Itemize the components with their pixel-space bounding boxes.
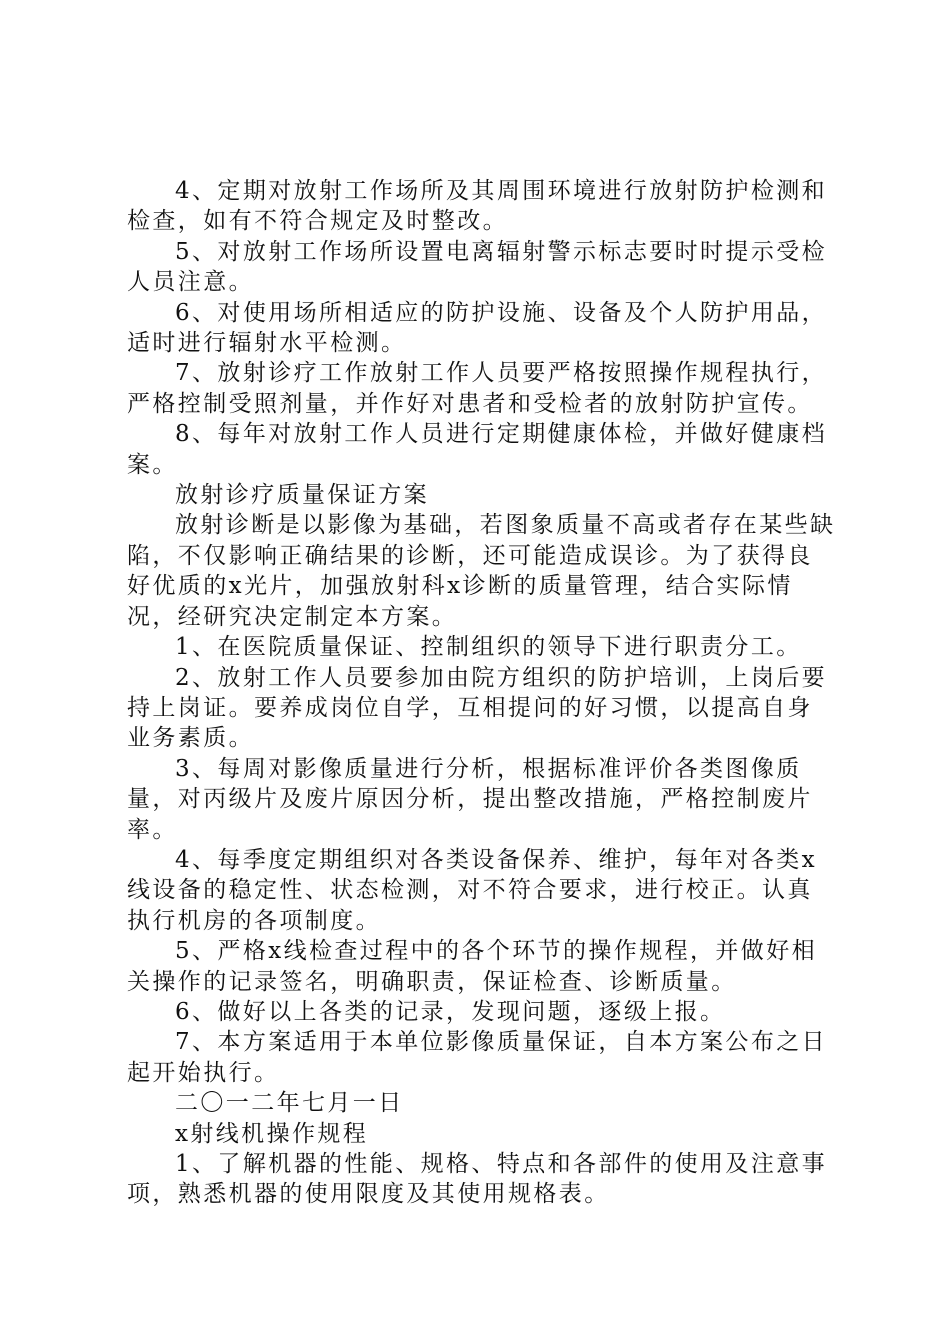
paragraph-qa-item-4: 4、每季度定期组织对各类设备保养、维护，每年对各类x线设备的稳定性、状态检测，对不符合要求，进行校正。认真执行机房的各项制度。	[127, 846, 818, 934]
paragraph-quality-intro: 放射诊断是以影像为基础，若图象质量不高或者存在某些缺陷，不仅影响正确结果的诊断，还可能造成误诊。为了获得良好优质的x光片，加强放射科x诊断的质量管理，结合实际情况，经研究决定制定本方案。	[127, 512, 836, 630]
paragraph-item-4-inspection: 4、定期对放射工作场所及其周围环境进行放射防护检测和检查，如有不符合规定及时整改。	[127, 178, 828, 235]
paragraph-qa-item-2: 2、放射工作人员要参加由院方组织的防护培训，上岗后要持上岗证。要养成岗位自学，互相提问的好习惯，以提高自身业务素质。	[127, 664, 828, 752]
paragraph-xray-item-1: 1、了解机器的性能、规格、特点和各部件的使用及注意事项，熟悉机器的使用限度及其使用规格表。	[127, 1151, 828, 1208]
section-title-xray-procedure: x射线机操作规程	[175, 1120, 369, 1147]
paragraph-qa-item-3: 3、每周对影像质量进行分析，根据标准评价各类图像质量，对丙级片及废片原因分析，提出整改措施，严格控制废片率。	[127, 755, 813, 843]
paragraph-item-6-protection: 6、对使用场所相适应的防护设施、设备及个人防护用品，适时进行辐射水平检测。	[127, 299, 828, 357]
paragraph-item-5-warning-signs: 5、对放射工作场所设置电离辐射警示标志要时时提示受检人员注意。	[127, 238, 828, 296]
paragraph-qa-item-6: 6、做好以上各类的记录，发现问题，逐级上报。	[175, 998, 726, 1025]
paragraph-qa-item-7: 7、本方案适用于本单位影像质量保证，自本方案公布之日起开始执行。	[127, 1029, 828, 1086]
paragraph-qa-item-1: 1、在医院质量保证、控制组织的领导下进行职责分工。	[175, 634, 802, 661]
paragraph-qa-item-5: 5、严格x线检查过程中的各个环节的操作规程，并做好相关操作的记录签名，明确职责，保证检查、诊断质量。	[127, 938, 818, 995]
paragraph-item-7-operation: 7、放射诊疗工作放射工作人员要严格按照操作规程执行，严格控制受照剂量，并作好对患者和受检者的放射防护宣传。	[127, 360, 828, 417]
paragraph-item-8-health-check: 8、每年对放射工作人员进行定期健康体检，并做好健康档案。	[127, 421, 828, 478]
document-body	[127, 176, 837, 1210]
section-title-quality-assurance: 放射诊疗质量保证方案	[175, 482, 429, 509]
document-date: 二〇一二年七月一日	[175, 1090, 404, 1117]
